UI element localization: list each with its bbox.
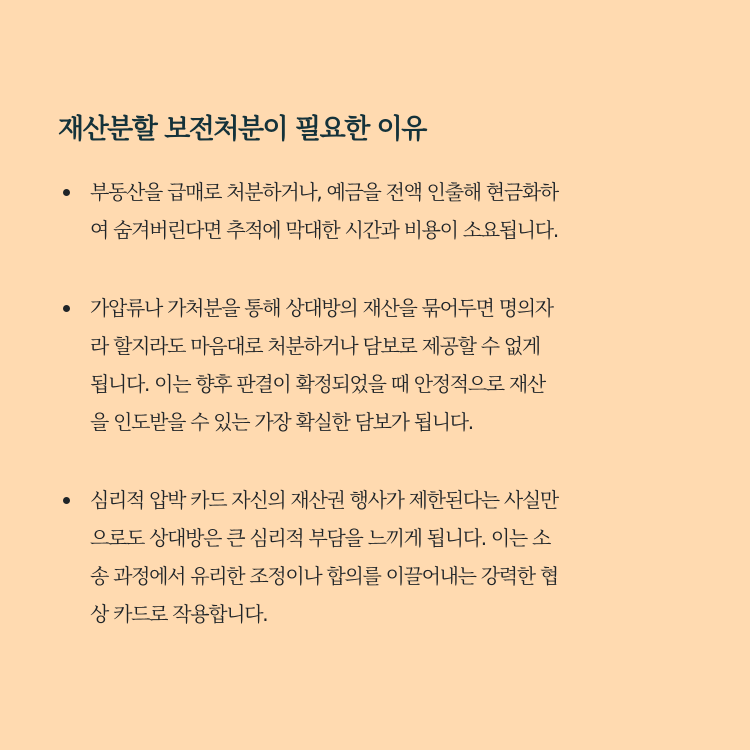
bullet-icon xyxy=(63,497,70,504)
bullet-icon xyxy=(63,305,70,312)
item-text-line: 라 할지라도 마음대로 처분하거나 담보로 제공할 수 없게 xyxy=(90,334,540,358)
item-text-line: 심리적 압박 카드 자신의 재산권 행사가 제한된다는 사실만 xyxy=(90,488,558,512)
item-text-line: 부동산을 급매로 처분하거나, 예금을 전액 인출해 현금화하 xyxy=(90,180,558,204)
item-text-line: 가압류나 가처분을 통해 상대방의 재산을 묶어두면 명의자 xyxy=(90,296,553,320)
item-text-line: 상 카드로 작용합니다. xyxy=(90,602,268,626)
item-text-line: 여 숨겨버린다면 추적에 막대한 시간과 비용이 소요됩니다. xyxy=(90,218,558,242)
list-item xyxy=(60,481,700,633)
item-text-line: 송 과정에서 유리한 조정이나 합의를 이끌어내는 강력한 협 xyxy=(90,564,558,588)
reason-list xyxy=(60,173,700,673)
item-text-line: 을 인도받을 수 있는 가장 확실한 담보가 됩니다. xyxy=(90,410,473,434)
bullet-icon xyxy=(63,189,70,196)
page-title: 재산분할 보전처분이 필요한 이유 xyxy=(58,114,426,146)
item-text-line: 으로도 상대방은 큰 심리적 부담을 느끼게 됩니다. 이는 소 xyxy=(90,526,550,550)
item-text-line: 됩니다. 이는 향후 판결이 확정되었을 때 안정적으로 재산 xyxy=(90,372,545,396)
list-item xyxy=(60,289,700,441)
list-item xyxy=(60,173,700,249)
